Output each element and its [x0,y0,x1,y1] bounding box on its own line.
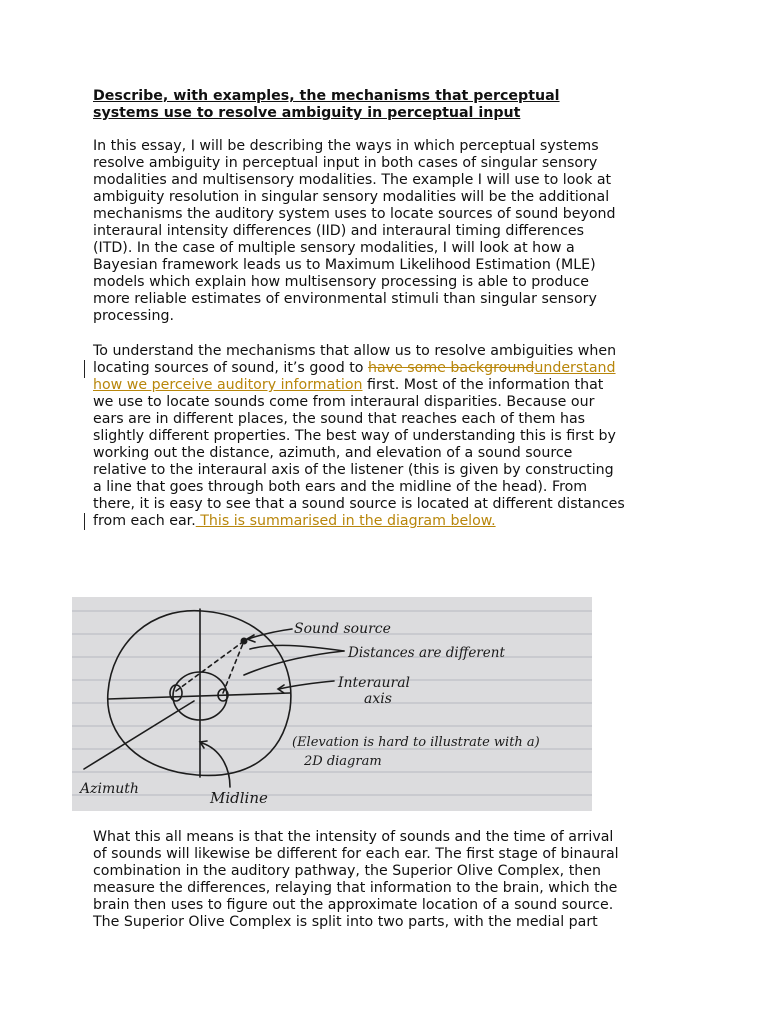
arrow-midline [202,743,230,787]
text-line: To understand the mechanisms that allow us to resolve ambiguities when [93,343,617,359]
text-run: first. Most of the information that [362,377,604,393]
essay-title [93,88,693,122]
text-run: from each ear. [93,513,196,529]
inserted-text[interactable]: how we perceive auditory information [93,377,363,393]
azimuth-line [84,701,194,769]
text-line: there, it is easy to see that a sound source is located at different distances [93,496,625,512]
label-elevation: (Elevation is hard to illustrate with a) [292,735,540,750]
sound-source-dot [241,638,248,645]
inserted-text[interactable]: understand [534,360,616,376]
title-line: Describe, with examples, the mechanisms that perceptual [93,88,560,104]
arrow-interaural [279,681,334,689]
text-line: brain then uses to figure out the approximate location of a sound source. [93,897,614,913]
text-line: resolve ambiguity in perceptual input in both cases of singular sensory [93,155,598,171]
diagram-svg [72,597,592,811]
paragraph-intro [93,138,693,325]
text-line: The Superior Olive Complex is split into two parts, with the medial part [93,914,598,930]
label-midline: Midline [210,789,268,807]
change-bar [84,513,85,530]
label-distances: Distances are different [348,645,505,661]
text-line: slightly different properties. The best way of understanding this is first by [93,428,616,444]
text-line [93,377,693,394]
label-azimuth: Azimuth [80,781,139,797]
text-line: (ITD). In the case of multiple sensory modalities, I will look at how a [93,240,575,256]
text-line: measure the differences, relaying that information to the brain, which the [93,880,618,896]
inserted-text[interactable]: This is summarised in the diagram below. [195,513,496,529]
text-line: we use to locate sounds come from interaural disparities. Because our [93,394,595,410]
text-line: In this essay, I will be describing the ways in which perceptual systems [93,138,599,154]
text-line: mechanisms the auditory system uses to locate sources of sound beyond [93,206,616,222]
text-line: relative to the interaural axis of the listener (this is given by constructing [93,462,614,478]
text-line: processing. [93,308,174,324]
interaural-line [108,693,290,699]
text-line: Bayesian framework leads us to Maximum Likelihood Estimation (MLE) [93,257,596,273]
text-line: ambiguity resolution in singular sensory modalities will be the additional [93,189,610,205]
change-bar [84,360,85,378]
text-line: a line that goes through both ears and the midline of the head). From [93,479,588,495]
text-line: interaural intensity differences (IID) and interaural timing differences [93,223,585,239]
left-ear [170,685,182,701]
text-line [93,513,693,530]
title-line: systems use to resolve ambiguity in perceptual input [93,105,521,121]
text-line: working out the distance, azimuth, and elevation of a sound source [93,445,573,461]
text-run: locating sources of sound, it’s good to [93,360,368,376]
text-line: ears are in different places, the sound that reaches each of them has [93,411,586,427]
paragraph-sound-location [93,343,693,530]
distance-line-left [176,641,244,691]
deleted-text[interactable]: have some background [367,360,535,376]
arrow-distances [250,645,344,651]
hand-drawn-diagram [72,597,592,811]
text-line [93,360,693,377]
paragraph-binaural [93,829,693,931]
text-line: What this all means is that the intensity of sounds and the time of arrival [93,829,614,845]
text-line: modalities and multisensory modalities. The example I will use to look at [93,172,612,188]
text-line: models which explain how multisensory processing is able to produce [93,274,590,290]
text-line: combination in the auditory pathway, the Superior Olive Complex, then [93,863,601,879]
label-interaural: Interaural [338,675,411,691]
label-2d-diagram: 2D diagram [304,754,382,769]
label-sound-source: Sound source [294,621,391,637]
label-axis: axis [364,691,392,707]
text-line: of sounds will likewise be different for each ear. The first stage of binaural [93,846,619,862]
text-line: more reliable estimates of environmental stimuli than singular sensory [93,291,597,307]
